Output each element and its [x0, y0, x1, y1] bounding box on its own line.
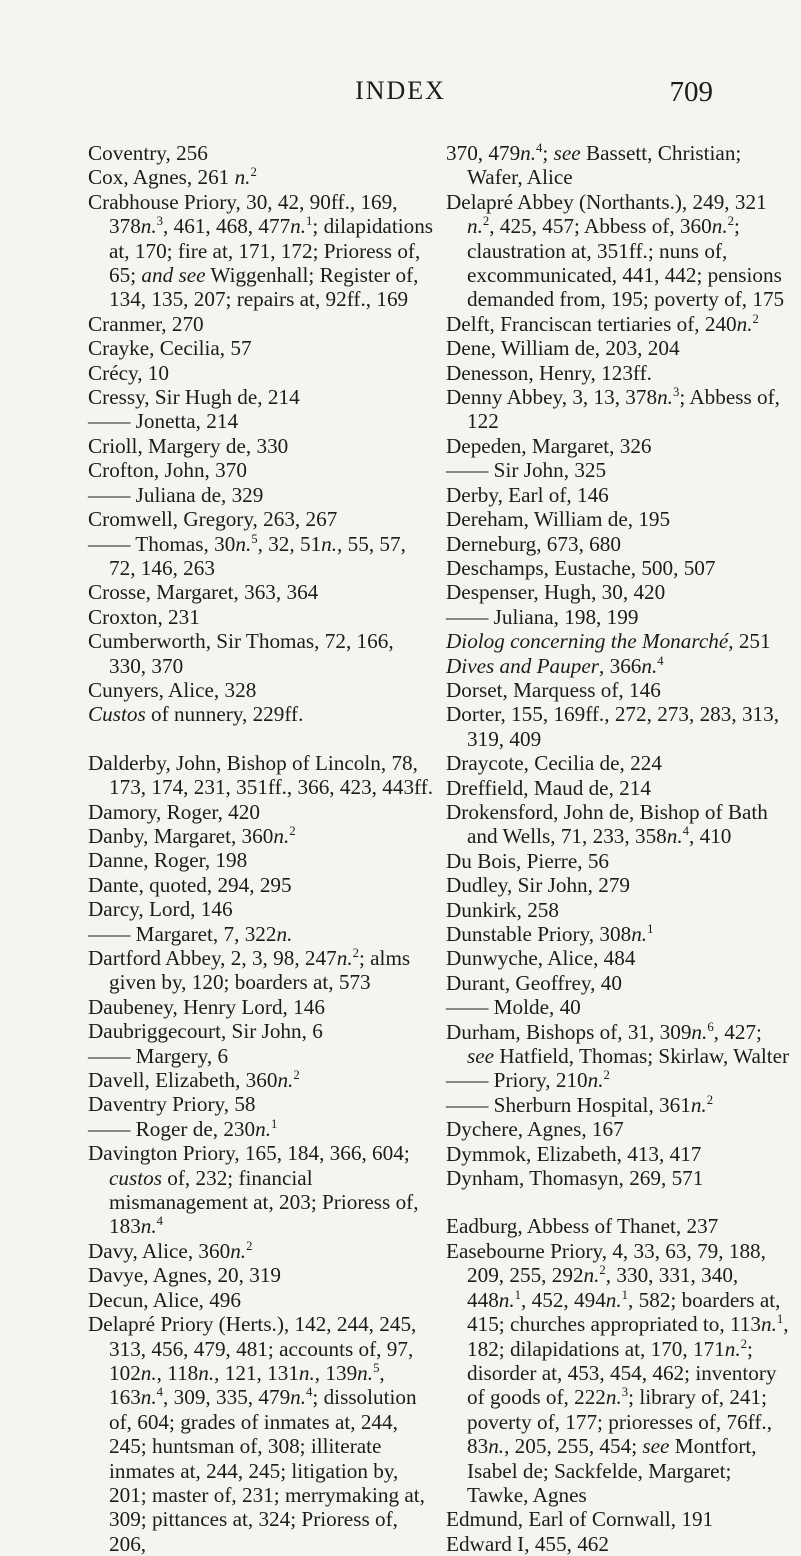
index-entry: Crécy, 10	[88, 360, 169, 385]
index-entry: Crofton, John, 370	[88, 458, 247, 483]
index-entry: Depeden, Margaret, 326	[446, 433, 652, 458]
index-entry: Derneburg, 673, 680	[446, 531, 621, 556]
index-entry: Deschamps, Eustache, 500, 507	[446, 555, 716, 580]
index-entry: Crabhouse Priory, 30, 42, 90ff., 169, 378n.$^3$, 461, 468, 477n.$^1$; dilapidations at, 170; fire at, 171, 172; Prioress of, 65; and see Wiggenhall; Register of, 134, 135, 207; repairs at, 92ff., 169	[88, 189, 434, 312]
index-entry: Cressy, Sir Hugh de, 214	[88, 385, 300, 410]
index-entry: Dreffield, Maud de, 214	[446, 775, 651, 800]
index-column-right	[446, 141, 792, 1556]
index-entry: —— Sherburn Hospital, 361n.$^2$	[446, 1092, 714, 1117]
index-entry: Easebourne Priory, 4, 33, 63, 79, 188, 209, 255, 292n.$^2$, 330, 331, 340, 448n.$^1$, 452, 494n.$^1$, 582; boarders at, 415; churches appropriated to, 113n.$^1$, 182; dilapidations at, 170, 171n.$^2$; disorder at, 453, 454, 462; inventory of goods of, 222n.$^3$; library of, 241; poverty of, 177; prioresses of, 76ff., 83n., 205, 255, 454; see Montfort, Isabel de; Sackfelde, Margaret; Tawke, Agnes	[446, 1238, 789, 1507]
index-entry: Cranmer, 270	[88, 311, 204, 336]
index-entry: Croxton, 231	[88, 604, 200, 629]
index-entry: Dartford Abbey, 2, 3, 98, 247n.$^2$; alms given by, 120; boarders at, 573	[88, 945, 411, 995]
index-entry: Delft, Franciscan tertiaries of, 240n.$^2$	[446, 311, 759, 336]
index-entry: Dynham, Thomasyn, 269, 571	[446, 1166, 704, 1191]
index-entry: Danne, Roger, 198	[88, 848, 248, 873]
index-entry: Durant, Geoffrey, 40	[446, 970, 622, 995]
index-entry: Dene, William de, 203, 204	[446, 336, 680, 361]
index-entry: Dorter, 155, 169ff., 272, 273, 283, 313, 319, 409	[446, 702, 780, 751]
header-title: INDEX	[355, 76, 446, 105]
index-entry: Draycote, Cecilia de, 224	[446, 751, 662, 776]
index-entry: Dychere, Agnes, 167	[446, 1117, 624, 1142]
index-entry: Eadburg, Abbess of Thanet, 237	[446, 1214, 719, 1239]
index-entry: Cromwell, Gregory, 263, 267	[88, 507, 338, 532]
index-entry: 370, 479n.$^4$; see Bassett, Christian; Wafer, Alice	[446, 140, 742, 190]
index-entry: Diolog concerning the Monarché, 251	[446, 629, 771, 654]
index-entry: Delapré Abbey (Northants.), 249, 321 n.$^2$, 425, 457; Abbess of, 360n.$^2$; claustration at, 351ff.; nuns of, excommunicated, 441, 442; pensions demanded from, 195; poverty of, 175	[446, 189, 785, 312]
index-entry: Dante, quoted, 294, 295	[88, 872, 292, 897]
index-entry: Derby, Earl of, 146	[446, 482, 609, 507]
index-entry: Davell, Elizabeth, 360n.$^2$	[88, 1067, 300, 1093]
index-entry: Decun, Alice, 496	[88, 1287, 241, 1312]
index-entry: —— Margery, 6	[88, 1043, 229, 1068]
index-entry: Dymmok, Elizabeth, 413, 417	[446, 1141, 702, 1166]
index-entry: Daventry Priory, 58	[88, 1092, 256, 1117]
index-entry: Dunkirk, 258	[446, 897, 559, 922]
index-entry: Dalderby, John, Bishop of Lincoln, 78, 173, 174, 231, 351ff., 366, 423, 443ff.	[88, 750, 434, 800]
index-entry: Davington Priory, 165, 184, 366, 604; custos of, 232; financial mismanagement at, 203; Prioress of, 183n.$^4$	[88, 1141, 419, 1239]
index-entry: Dereham, William de, 195	[446, 507, 671, 532]
index-entry: Denny Abbey, 3, 13, 378n.$^3$; Abbess of, 122	[446, 385, 780, 434]
index-entry: Davye, Agnes, 20, 319	[88, 1263, 282, 1288]
index-entry: Durham, Bishops of, 31, 309n.$^6$, 427; see Hatfield, Thomas; Skirlaw, Walter	[446, 1019, 790, 1069]
running-header	[0, 76, 801, 116]
index-entry: —— Juliana, 198, 199	[446, 604, 639, 629]
index-entry: Davy, Alice, 360n.$^2$	[88, 1238, 253, 1263]
index-entry: Dudley, Sir John, 279	[446, 873, 631, 898]
index-entry: Edward I, 455, 462	[446, 1531, 609, 1556]
index-entry: —— Jonetta, 214	[88, 409, 239, 434]
index-entry: Daubeney, Henry Lord, 146	[88, 994, 325, 1019]
index-entry: Drokensford, John de, Bishop of Bath and Wells, 71, 233, 358n.$^4$, 410	[446, 799, 768, 849]
index-entry: Crayke, Cecilia, 57	[88, 336, 252, 361]
index-entry: Daubriggecourt, Sir John, 6	[88, 1019, 323, 1044]
index-entry: Du Bois, Pierre, 56	[446, 848, 610, 873]
section-gap	[446, 1190, 792, 1214]
index-column-left	[88, 141, 434, 1556]
index-entry: Dunwyche, Alice, 484	[446, 946, 636, 971]
index-entry: Danby, Margaret, 360n.$^2$	[88, 823, 296, 848]
index-entry: Cunyers, Alice, 328	[88, 677, 257, 702]
index-entry: Crosse, Margaret, 363, 364	[88, 580, 319, 605]
index-entry: —— Margaret, 7, 322n.	[88, 921, 293, 946]
index-entry: —— Priory, 210n.$^2$	[446, 1068, 610, 1093]
index-entry: Dunstable Priory, 308n.$^1$	[446, 921, 654, 946]
index-entry: —— Thomas, 30n.$^5$, 32, 51n., 55, 57, 72, 146, 263	[88, 531, 406, 580]
index-entry: Dorset, Marquess of, 146	[446, 677, 661, 702]
index-entry: Darcy, Lord, 146	[88, 897, 233, 922]
index-entry: —— Juliana de, 329	[88, 482, 264, 507]
index-entry: —— Molde, 40	[446, 995, 581, 1020]
index-entry: Dives and Pauper, 366n.$^4$	[446, 653, 664, 678]
index-entry: Cumberworth, Sir Thomas, 72, 166, 330, 370	[88, 629, 394, 678]
index-entry: Coventry, 256	[88, 141, 208, 165]
page-number: 709	[669, 76, 713, 108]
index-entry: Crioll, Margery de, 330	[88, 433, 289, 458]
index-entry: Custos of nunnery, 229ff.	[88, 702, 304, 727]
index-entry: Denesson, Henry, 123ff.	[446, 360, 652, 385]
index-entry: Edmund, Earl of Cornwall, 191	[446, 1507, 714, 1532]
index-entry: Delapré Priory (Herts.), 142, 244, 245, 313, 456, 479, 481; accounts of, 97, 102n., 118n., 121, 131n., 139n.$^5$, 163n.$^4$, 309, 335, 479n.$^4$; dissolution of, 604; grades of inmates at, 244, 245; huntsman of, 308; illiterate inmates at, 244, 245; litigation by, 201; master of, 231; merrymaking at, 309; pittances at, 324; Prioress of, 206,	[88, 1312, 425, 1556]
index-entry: —— Sir John, 325	[446, 458, 607, 483]
section-gap	[88, 727, 434, 751]
index-entry: Damory, Roger, 420	[88, 799, 260, 824]
index-entry: Cox, Agnes, 261 n.$^2$	[88, 165, 257, 190]
index-entry: Despenser, Hugh, 30, 420	[446, 580, 666, 605]
index-entry: —— Roger de, 230n.$^1$	[88, 1116, 278, 1141]
